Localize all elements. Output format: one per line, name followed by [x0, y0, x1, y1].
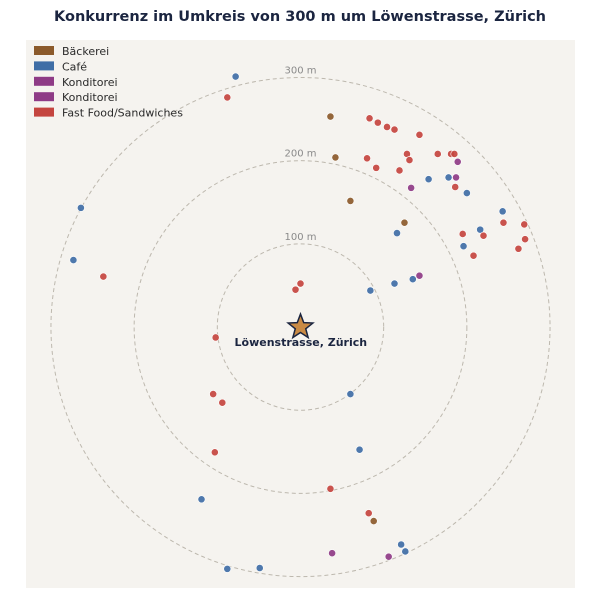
- point-series-1-5: [393, 230, 400, 237]
- point-series-1-0: [232, 73, 239, 80]
- point-series-4-28: [211, 449, 218, 456]
- point-series-1-10: [409, 276, 416, 283]
- ring-label-300: 300 m: [284, 65, 317, 77]
- point-series-0-0: [327, 113, 334, 120]
- center-label: Löwenstrasse, Zürich: [234, 336, 368, 350]
- point-series-1-19: [402, 548, 409, 555]
- point-series-4-3: [383, 123, 390, 130]
- point-series-4-30: [365, 510, 372, 517]
- point-series-2-5: [385, 553, 392, 560]
- point-series-0-1: [332, 154, 339, 161]
- point-series-4-24: [292, 286, 299, 293]
- point-series-1-2: [70, 256, 77, 263]
- ring-label-200: 200 m: [284, 148, 317, 160]
- point-series-1-6: [463, 189, 470, 196]
- point-series-2-0: [454, 158, 461, 165]
- point-series-4-17: [500, 219, 507, 226]
- point-series-1-17: [256, 564, 263, 571]
- point-series-4-0: [224, 94, 231, 101]
- legend-swatch-4: [34, 108, 54, 117]
- legend-label-3: Konditorei: [62, 91, 118, 105]
- point-series-4-14: [452, 183, 459, 190]
- point-series-4-15: [480, 232, 487, 239]
- point-series-4-23: [297, 280, 304, 287]
- chart-title: Konkurrenz im Umkreis von 300 m um Löwenstrasse, Zürich: [54, 9, 546, 25]
- point-series-4-9: [451, 150, 458, 157]
- point-series-1-11: [391, 280, 398, 287]
- point-series-4-7: [434, 150, 441, 157]
- point-series-2-1: [452, 174, 459, 181]
- point-series-1-12: [367, 287, 374, 294]
- point-series-1-9: [499, 208, 506, 215]
- ring-label-100: 100 m: [284, 231, 317, 243]
- point-series-2-3: [416, 272, 423, 279]
- point-series-4-29: [327, 485, 334, 492]
- legend-swatch-3: [34, 92, 54, 101]
- point-series-4-19: [521, 236, 528, 243]
- point-series-4-5: [416, 131, 423, 138]
- point-series-1-13: [347, 390, 354, 397]
- point-series-4-2: [374, 119, 381, 126]
- point-series-1-16: [224, 565, 231, 572]
- point-series-4-16: [459, 230, 466, 237]
- legend-label-2: Konditorei: [62, 75, 118, 89]
- legend-swatch-0: [34, 46, 54, 55]
- legend-swatch-2: [34, 77, 54, 86]
- point-series-1-4: [445, 174, 452, 181]
- point-series-0-4: [370, 517, 377, 524]
- point-series-4-11: [406, 156, 413, 163]
- legend-label-4: Fast Food/Sandwiches: [62, 106, 183, 120]
- point-series-1-14: [356, 446, 363, 453]
- point-series-4-12: [373, 164, 380, 171]
- point-series-1-1: [77, 204, 84, 211]
- point-series-4-27: [219, 399, 226, 406]
- point-series-1-15: [198, 496, 205, 503]
- point-series-4-18: [521, 221, 528, 228]
- point-series-2-4: [329, 550, 336, 557]
- point-series-4-21: [470, 252, 477, 259]
- point-series-4-13: [396, 167, 403, 174]
- point-series-4-20: [515, 245, 522, 252]
- point-series-4-4: [391, 126, 398, 133]
- point-series-1-8: [460, 243, 467, 250]
- point-series-4-25: [212, 334, 219, 341]
- point-series-4-26: [210, 390, 217, 397]
- point-series-4-1: [366, 115, 373, 122]
- point-series-2-2: [408, 184, 415, 191]
- legend-label-0: Bäckerei: [62, 45, 110, 58]
- legend-label-1: Café: [62, 60, 88, 74]
- point-series-1-3: [425, 176, 432, 183]
- point-series-0-3: [401, 219, 408, 226]
- point-series-4-22: [100, 273, 107, 280]
- legend-swatch-1: [34, 61, 54, 70]
- point-series-0-2: [347, 197, 354, 204]
- point-series-4-10: [363, 155, 370, 162]
- point-series-1-18: [398, 541, 405, 548]
